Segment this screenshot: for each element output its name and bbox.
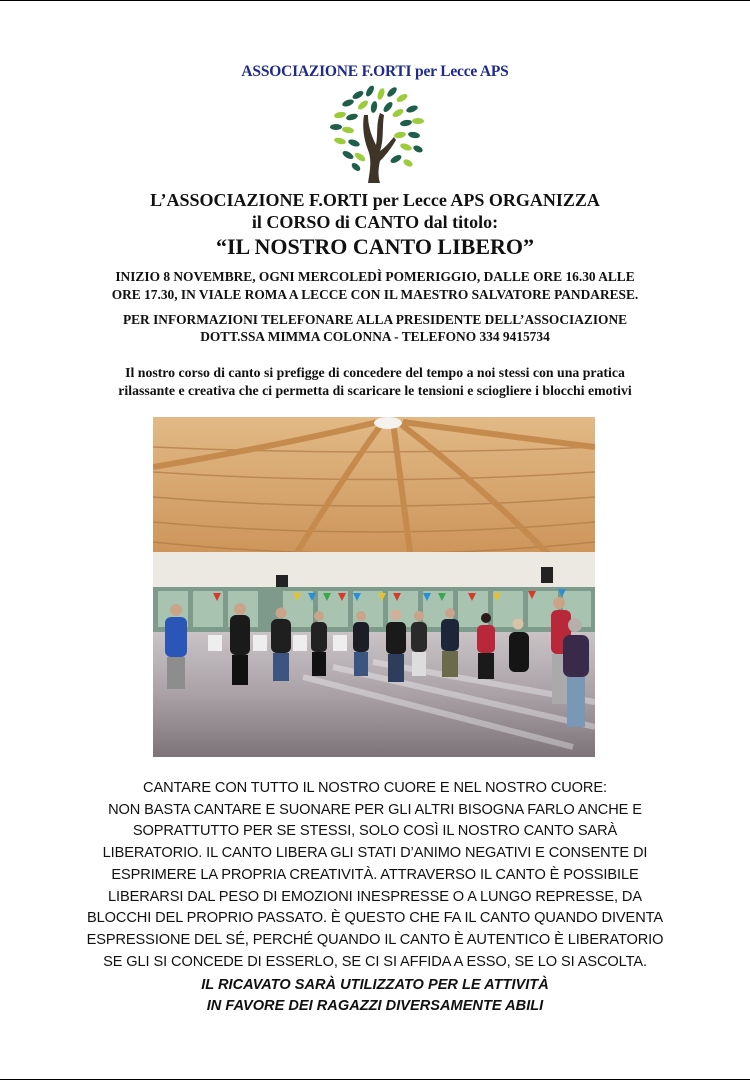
body-line: SOPRATTUTTO PER SE STESSI, SOLO COSÌ IL NOSTRO CANTO SARÀ: [132, 823, 618, 840]
contact-line: PER INFORMAZIONI TELEFONARE ALLA PRESIDENTE DELL’ASSOCIAZIONE: [122, 312, 628, 327]
schedule-line: INIZIO 8 NOVEMBRE, OGNI MERCOLEDÌ POMERIGGIO, DALLE ORE 16.30 ALLE: [115, 269, 635, 284]
singing-manifesto-text: [40, 778, 710, 973]
body-line: NON BASTA CANTARE E SUONARE PER GLI ALTRI BISOGNA FARLO ANCHE E: [108, 801, 642, 818]
association-header: ASSOCIAZIONE F.ORTI per Lecce APS: [241, 63, 509, 80]
body-line: ESPRIMERE LA PROPRIA CREATIVITÀ. ATTRAVERSO IL CANTO È POSSIBILE: [111, 866, 639, 883]
footer-line: IN FAVORE DEI RAGAZZI DIVERSAMENTE ABILI: [206, 998, 544, 1014]
description-line: Il nostro corso di canto si prefigge di concedere del tempo a noi stessi con una pratica: [125, 365, 625, 380]
announcement-line-1: L’ASSOCIAZIONE F.ORTI per Lecce APS ORGANIZZA: [150, 190, 600, 210]
contact-info: [0, 311, 750, 345]
tree-hands-logo-icon: [318, 85, 434, 185]
body-line: LIBERATORIO. IL CANTO LIBERA GLI STATI D’ANIMO NEGATIVI E CONSENTE DI: [102, 845, 648, 862]
footer-line: IL RICAVATO SARÀ UTILIZZATO PER LE ATTIVITÀ: [201, 977, 549, 993]
body-line: ESPRESSIONE DEL SÉ, PERCHÉ QUANDO IL CANTO È AUTENTICO È LIBERATORIO: [86, 931, 664, 948]
course-description: [0, 364, 750, 400]
schedule-line: ORE 17.30, IN VIALE ROMA A LECCE CON IL MAESTRO SALVATORE PANDARESE.: [111, 287, 639, 302]
course-title: “IL NOSTRO CANTO LIBERO”: [215, 234, 535, 259]
proceeds-note: [40, 975, 710, 1017]
group-singing-class-photo: [153, 417, 595, 757]
body-line: BLOCCHI DEL PROPRIO PASSATO. È QUESTO CHE FA IL CANTO QUANDO DIVENTA: [87, 910, 663, 927]
announcement-line-2: il CORSO di CANTO dal titolo:: [251, 212, 499, 232]
hands-trunk: [363, 113, 396, 183]
body-line: LIBERARSI DAL PESO DI EMOZIONI INESPRESSE O A LUNGO REPRESSE, DA: [108, 888, 642, 905]
body-line: CANTARE CON TUTTO IL NOSTRO CUORE E NEL NOSTRO CUORE:: [143, 780, 607, 796]
body-line: SE GLI SI CONCEDE DI ESSERLO, SE CI SI AFFIDA A ESSO, SE LO SI ASCOLTA.: [103, 953, 647, 970]
description-line: rilassante e creativa che ci permetta di scaricare le tensioni e sciogliere i blocchi emotivi: [118, 383, 632, 398]
contact-line: DOTT.SSA MIMMA COLONNA - TELEFONO 334 9415734: [200, 329, 550, 344]
schedule-text: [0, 268, 750, 304]
